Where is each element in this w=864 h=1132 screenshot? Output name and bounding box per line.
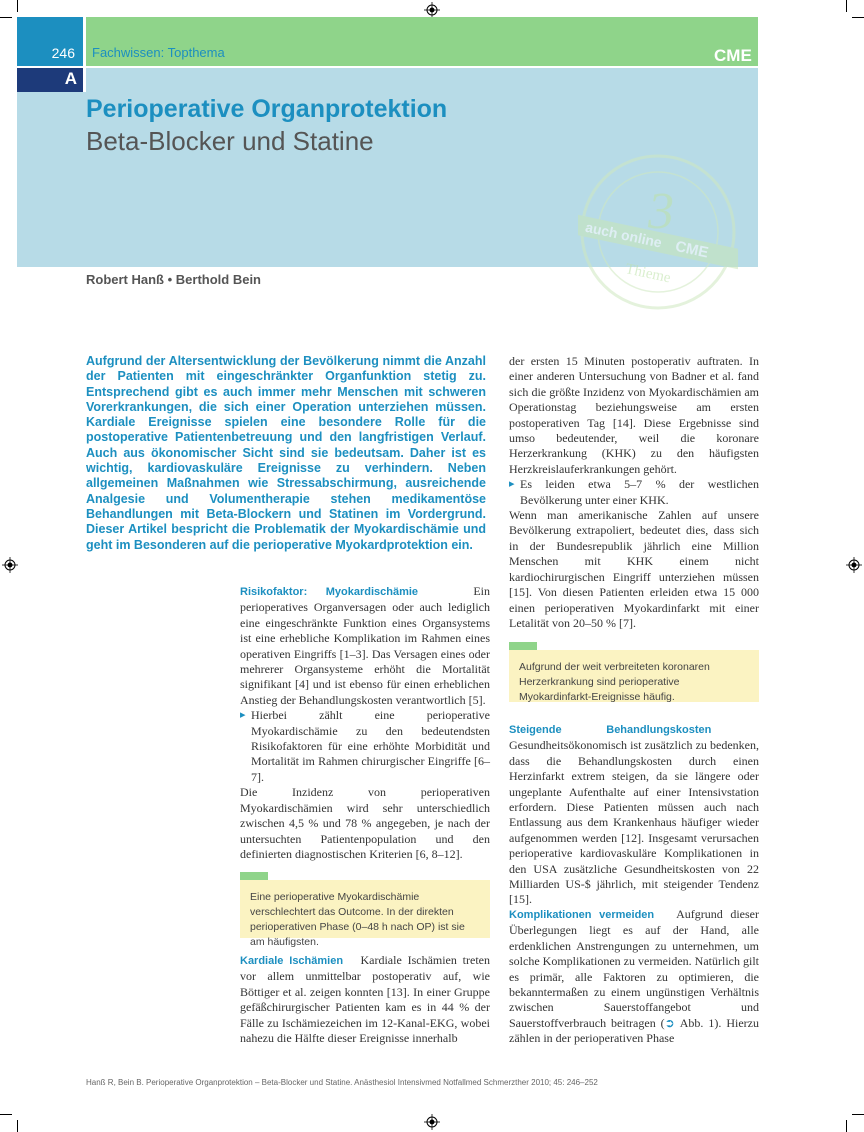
info-note <box>509 642 759 702</box>
crop-mark <box>846 1120 847 1132</box>
paragraph: der ersten 15 Minuten postoperativ auftraten. In einer anderen Untersuchung von Badner et al. fand sich die größte Inzidenz von Myokardischämien am Operationstag beziehungsweise am ersten postoperativen Tag [14]. Diese Ergebnisse sind umso bedeutender, weil die koronare Herzerkrankung (KHK) zu den häufigsten Herzkreislauferkrankungen gehört. <box>509 354 759 476</box>
figure-reference-link[interactable]: Abb. 1 <box>679 1015 715 1030</box>
note-text: Eine perioperative Myokardischämie verschlechtert das Outcome. In der direkten perioperativen Phase (0–48 h nach OP) ist sie am häufigsten. <box>240 880 490 938</box>
note-text: Aufgrund der weit verbreiteten koronaren Herzerkrankung sind perioperative Myokardinfarkt-Ereignisse häufig. <box>509 650 759 702</box>
article-title: Perioperative Organprotektion <box>86 95 448 123</box>
crop-mark <box>0 1114 12 1115</box>
paragraph-text: Kardiale Ischämien treten vor allem unmittelbar postoperativ auf, wie Böttiger et al. zeigen konnten [13]. In einer Gruppe gefäßchirurgischer Patienten kam es in 44 % der Fälle zu Ischämiezeichen im 12-Kanal-EKG, wobei nahezu die Hälfte dieser Ereignisse innerhalb <box>240 953 490 1046</box>
left-column-lower <box>240 953 490 1046</box>
stamp-publisher: Thieme <box>623 261 673 287</box>
paragraph: Die Inzidenz von perioperativen Myokardischämien wird sehr unterschiedlich zwischen 4,5 % und 78 % angegeben, je nach der untersuchten Patientenpopulation und den definierten diagnostischen Kriterien [6, 8–12]. <box>240 785 490 861</box>
right-column <box>509 354 759 631</box>
registration-mark-icon <box>424 1114 440 1130</box>
crop-mark <box>17 1120 18 1132</box>
stamp-cme-text: CME <box>673 237 710 262</box>
right-column-lower <box>509 722 759 908</box>
registration-mark-icon <box>424 2 440 18</box>
section-heading: Komplikationen vermeiden <box>509 909 655 921</box>
authors: Robert Hanß • Berthold Bein <box>86 272 261 287</box>
right-column-bottom <box>509 907 759 1047</box>
stamp-number: 3 <box>648 183 674 240</box>
cme-stamp-icon <box>578 152 738 312</box>
left-column <box>240 584 490 862</box>
section-heading: Kardiale Ischämien <box>240 955 344 967</box>
crop-mark <box>852 1114 864 1115</box>
section-label: Fachwissen: Topthema <box>92 45 225 60</box>
section-tag: A <box>17 68 83 92</box>
citation-footer: Hanß R, Bein B. Perioperative Organprotektion – Beta-Blocker und Statine. Anästhesiol Intensivmed Notfallmed Schmerzther 2010; 45: 246–252 <box>86 1078 598 1087</box>
paragraph-text: ). Hierzu zählen in der perioperativen Phase <box>509 1015 759 1046</box>
paragraph <box>240 953 490 1046</box>
abstract: Aufgrund der Altersentwicklung der Bevölkerung nimmt die Anzahl der Patienten mit eingeschränkter Organfunktion stetig zu. Entsprechend gibt es auch immer mehr Menschen mit schweren Vorerkrankungen, die sich einer Operation unterziehen müssen. Kardiale Ereignisse spielen eine besondere Rolle für die postoperative Patientenbetreuung und den langfristigen Verlauf. Auch aus ökonomischer Sicht sind sie bedeutsam. Daher ist es wichtig, kardiovaskuläre Ereignisse zu verhindern. Neben allgemeinen Maßnahmen wie Stressabschirmung, ausreichende Analgesie und Volumentherapie stehen medikamentöse Behandlungen mit Beta-Blockern und Statinen im Vordergrund. Dieser Artikel bespricht die Problematik der Myokardischämie und geht im Besonderen auf die perioperative Myokardprotektion ein. <box>86 354 486 552</box>
bullet-item: ▸ Hierbei zählt eine perioperative Myokardischämie zu den bedeutendsten Risikofaktoren für eine erhöhte Morbidität und Mortalität im Rahmen chirurgischer Eingriffe [6–7]. <box>240 708 490 785</box>
note-marker <box>240 872 268 880</box>
note-marker <box>509 642 537 650</box>
cme-badge: CME <box>714 46 752 65</box>
article-subtitle: Beta-Blocker und Statine <box>86 126 374 156</box>
paragraph-text: Aufgrund dieser Überlegungen liegt es auf der Hand, alle erdenklichen Anstrengungen zu unternehmen, um solche Komplikationen zu vermeiden. Natürlich gilt es primär, alle Faktoren zu optimieren, die bekanntermaßen zu einem ungünstigen Verhältnis zwischen Sauerstoffangebot und Sauerstoffverbrauch beitragen ( <box>509 907 760 1030</box>
section-heading: Risikofaktor: Myokardischämie <box>240 586 419 598</box>
page-number: 246 <box>17 17 83 66</box>
registration-mark-icon <box>2 557 18 573</box>
stamp-band-text: auch online <box>583 218 664 251</box>
crop-mark <box>0 17 12 18</box>
crop-mark <box>852 17 864 18</box>
paragraph: Wenn man amerikanische Zahlen auf unsere Bevölkerung extrapoliert, bedeutet dies, dass sich in der Bundesrepublik jährlich eine Million Menschen mit KHK einem nicht kardiochirurgischen Eingriff unterziehen müssen [15]. Von diesen Patienten erleiden etwa 15 000 einen perioperativen Myokardinfarkt mit einer Letalität von 20–50 % [7]. <box>509 508 759 630</box>
paragraph-text: Gesundheitsökonomisch ist zusätzlich zu bedenken, dass die Behandlungskosten durch einen Herzinfarkt extrem steigen, da sie längere oder ungeplante Aufenthalte auf einer Intensivstation erfordern. Diese Patienten müssen auch nach Entlassung aus dem Krankenhaus häufiger wieder aufgenommen werden [12]. Insgesamt verursachen perioperative kardiovaskuläre Komplikationen in den USA zusätzliche Gesundheitskosten von 22 Milliarden US-$ jährlich, mit steigender Tendenz [15]. <box>509 738 759 907</box>
section-heading: Steigende Behandlungskosten <box>509 724 712 736</box>
paragraph <box>509 907 759 1047</box>
bullet-item: ▸ Es leiden etwa 5–7 % der westlichen Bevölkerung unter einer KHK. <box>509 477 759 508</box>
arrow-right-icon: ➲ <box>664 1015 675 1030</box>
registration-mark-icon <box>846 557 862 573</box>
paragraph <box>240 584 490 708</box>
info-note <box>240 872 490 948</box>
crop-mark <box>17 0 18 12</box>
paragraph <box>509 722 759 908</box>
paragraph-text: Ein perioperatives Organversagen oder auch lediglich eine eingeschränkte Funktion eines Organsystems ist eine erhebliche Komplikation im Rahmen eines operativen Eingriffs [1–3]. Das Versagen eines oder mehrerer Organsysteme erhöht die Mortalität signifikant [4] und ist ebenso für einen erheblichen Anstieg der Behandlungskosten verantwortlich [5]. <box>240 584 490 707</box>
crop-mark <box>846 0 847 12</box>
